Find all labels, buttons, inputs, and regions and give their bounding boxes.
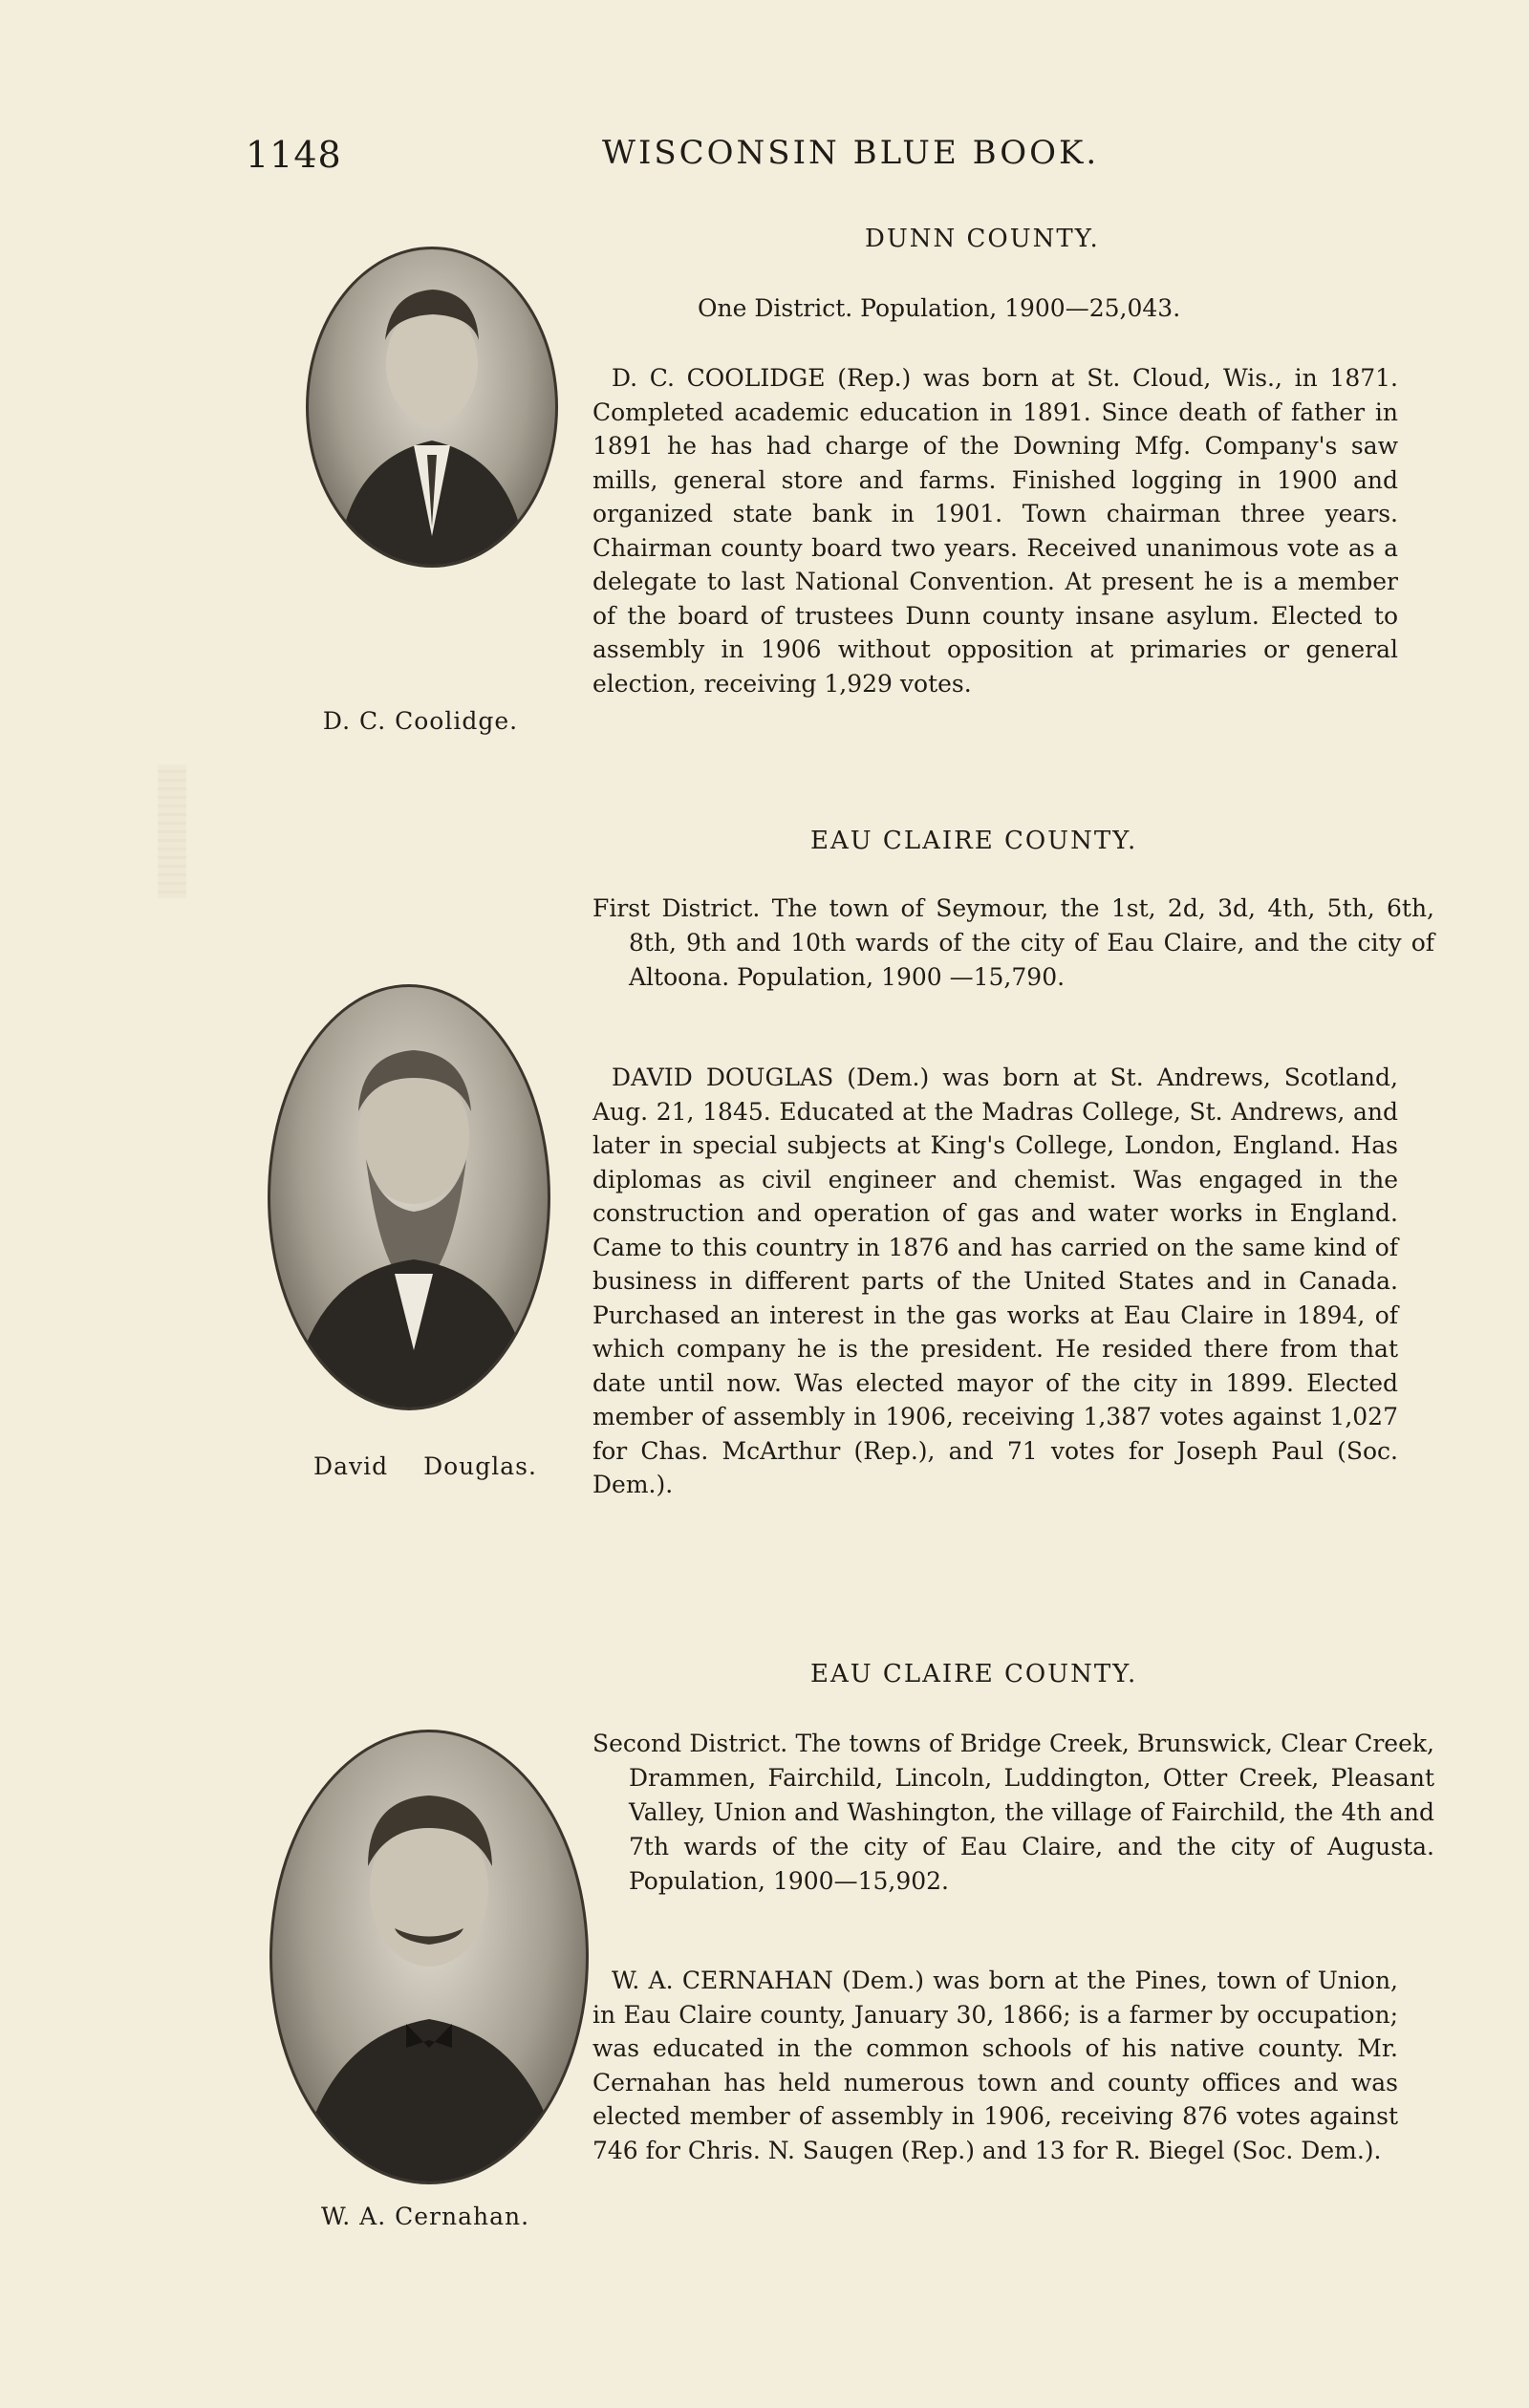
county-heading-dunn: DUNN COUNTY. bbox=[865, 225, 1100, 253]
running-head: WISCONSIN BLUE BOOK. bbox=[602, 134, 1100, 172]
portrait-caption-coolidge: D. C. Coolidge. bbox=[322, 707, 519, 735]
district-eau-claire-second: Second District. The towns of Bridge Creek, Brunswick, Clear Creek, Drammen, Fairchild, Lincoln, Luddington, Otter Creek, Pleasant Valley, Union and Washington, the village of Fairchild, the 4th and 7th wards of the city of Eau Claire, and the city of Augusta. Population, 1900—15,902. bbox=[592, 1730, 1434, 1895]
paper-blemish bbox=[158, 764, 186, 898]
bio-douglas: DAVID DOUGLAS (Dem.) was born at St. Andrews, Scotland, Aug. 21, 1845. Educated at the Madras College, St. Andrews, and later in special subjects at King's College, London, England. Has diplomas as civil engineer and chemist. Was engaged in the construction and operation of gas and water works in England. Came to this country in 1876 and has carried on the same kind of business in different parts of the United States and in Canada. Purchased an interest in the gas works at Eau Claire in 1894, of which company he is the president. He resided there from that date until now. Was elected mayor of the city in 1899. Elected member of assembly in 1906, receiving 1,387 votes against 1,027 for Chas. McArthur (Rep.), and 71 votes for Joseph Paul (Soc. Dem.). bbox=[592, 1064, 1398, 1498]
district-dunn: One District. Population, 1900—25,043. bbox=[698, 294, 1181, 322]
page-number: 1148 bbox=[246, 134, 342, 176]
bio-cernahan: W. A. CERNAHAN (Dem.) was born at the Pines, town of Union, in Eau Claire county, January 30, 1866; is a farmer by occupation; was educated in the common schools of his native county. Mr. Cernahan has held numerous town and county offices and was elected member of assembly in 1906, receiving 876 votes against 746 for Chris. N. Saugen (Rep.) and 13 for R. Biegel (Soc. Dem.). bbox=[592, 1967, 1398, 2164]
portrait-douglas bbox=[268, 984, 550, 1410]
portrait-coolidge bbox=[306, 247, 558, 568]
portrait-caption-cernahan: W. A. Cernahan. bbox=[320, 2203, 530, 2230]
portrait-figure-icon bbox=[270, 987, 548, 1408]
bio-coolidge: D. C. COOLIDGE (Rep.) was born at St. Cloud, Wis., in 1871. Completed academic education in 1891. Since death of father in 1891 he has had charge of the Downing Mfg. Company's saw mills, general store and farms. Finished logging in 1900 and organized state bank in 1901. Town chairman three years. Chairman county board two years. Received unanimous vote as a delegate to last National Convention. At present he is a member of the board of trustees Dunn county insane asylum. Elected to assembly in 1906 without opposition at primaries or general election, receiving 1,929 votes. bbox=[592, 364, 1398, 698]
portrait-cernahan bbox=[269, 1730, 589, 2184]
portrait-figure-icon bbox=[272, 1732, 586, 2182]
portrait-figure-icon bbox=[309, 249, 555, 565]
portrait-caption-douglas: David Douglas. bbox=[313, 1452, 537, 1480]
county-heading-eau-claire-second: EAU CLAIRE COUNTY. bbox=[810, 1660, 1138, 1688]
district-eau-claire-first: First District. The town of Seymour, the 1st, 2d, 3d, 4th, 5th, 6th, 8th, 9th and 10th wards of the city of Eau Claire, and the city of Altoona. Population, 1900 —15,790. bbox=[592, 894, 1434, 991]
county-heading-eau-claire-first: EAU CLAIRE COUNTY. bbox=[810, 827, 1138, 855]
